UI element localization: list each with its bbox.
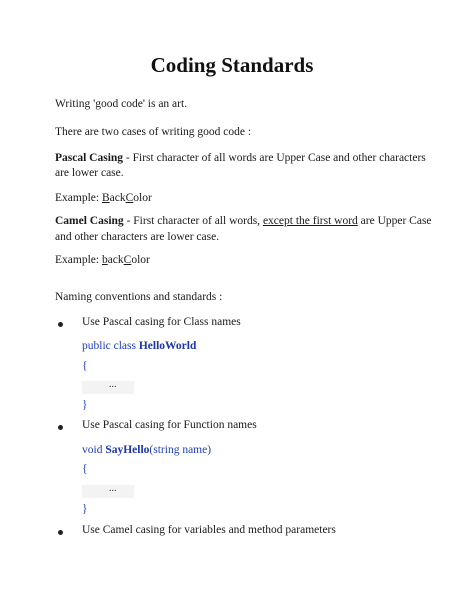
code-close-brace: } (82, 503, 88, 515)
bullet-icon (58, 425, 63, 430)
example-label: Example: (55, 254, 102, 266)
camel-description-underlined: except the first word (262, 215, 358, 227)
example-part: C (123, 254, 132, 266)
code-params: (string name) (149, 444, 212, 456)
example-part: ack (107, 254, 124, 266)
pascal-dash: - (123, 152, 133, 164)
camel-example (55, 254, 150, 266)
code-class-name: HelloWorld (138, 340, 197, 352)
pascal-term: Pascal Casing (55, 152, 124, 164)
bullet-icon (58, 322, 63, 327)
code-open-brace: { (82, 360, 88, 372)
pascal-definition-line-1 (55, 152, 426, 164)
example-part: olor (131, 254, 150, 266)
code-close-brace: } (82, 399, 88, 411)
camel-dash: - (123, 215, 134, 227)
example-part: C (125, 192, 134, 204)
bullet-item: Use Camel casing for variables and method parameters (82, 524, 336, 536)
pascal-example (55, 192, 152, 204)
code-line (82, 444, 211, 456)
camel-definition-line-2: and other characters are lower case. (55, 231, 220, 243)
camel-description-a: First character of all words, (133, 215, 263, 227)
intro-line-2: There are two cases of writing good code : (55, 126, 252, 138)
code-function-name: SayHello (105, 444, 150, 456)
example-part: b (101, 254, 108, 266)
example-label: Example: (55, 192, 102, 204)
pascal-description: First character of all words are Upper Case and other characters (132, 152, 426, 164)
page-title: Coding Standards (150, 53, 314, 77)
camel-term: Camel Casing (55, 215, 124, 227)
naming-heading: Naming conventions and standards : (55, 291, 223, 303)
camel-description-b: are Upper Case (357, 215, 432, 227)
bullet-item: Use Pascal casing for Function names (82, 419, 257, 431)
example-part: B (101, 192, 110, 204)
example-part: ack (109, 192, 126, 204)
example-part: olor (133, 192, 152, 204)
pascal-definition-line-2: are lower case. (55, 167, 124, 179)
code-keyword: public class (82, 340, 139, 352)
code-line (82, 340, 196, 352)
intro-line-1: Writing 'good code' is an art. (55, 98, 188, 110)
code-ellipsis: ... (82, 381, 134, 394)
bullet-item: Use Pascal casing for Class names (82, 316, 241, 328)
camel-definition-line-1 (55, 215, 432, 227)
bullet-icon (58, 530, 63, 535)
code-ellipsis: ... (82, 485, 134, 498)
code-open-brace: { (82, 463, 88, 475)
code-keyword: void (82, 444, 106, 456)
